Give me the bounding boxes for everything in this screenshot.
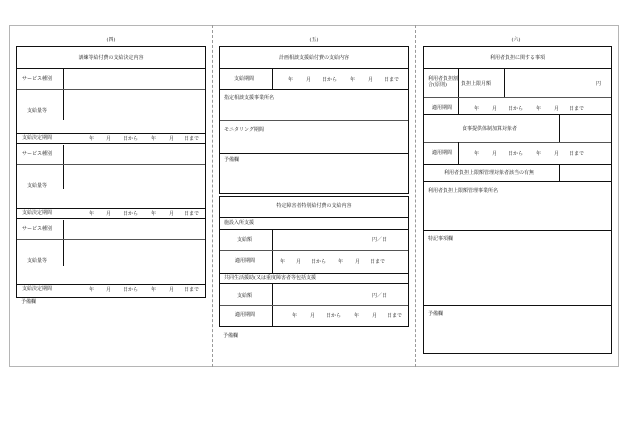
panel-header: 計画相談支援給付費の支給内容 xyxy=(278,55,349,61)
panel-special-benefit: 特定障害者特別給付費の支給内容 施設入所支援 支給額 円／日 適用期間 年 月 日から 年 月 日まで 共同生活援助(又は重度障害者等包括支援 支給額 円／日 適用期間 年 月 日から 年 月 日まで xyxy=(219,196,409,327)
remarks-label: 予備欄 xyxy=(224,157,240,163)
fold-line-2 xyxy=(415,25,416,367)
panel-plan-consultation: 計画相談支援給付費の支給内容 支給期間 年 月 日から 年 月 日まで 指定相談支援事業所名 モニタリング期間 予備欄 xyxy=(219,46,409,194)
applicable-period-label: 適用期間 xyxy=(235,258,256,264)
remarks-label-middle: 予備欄 xyxy=(223,333,239,339)
service-type-label-1: サービス種別 xyxy=(22,76,53,82)
remarks-label-right: 予備欄 xyxy=(428,311,444,317)
period-label: 支給期間 xyxy=(234,76,255,82)
monitoring-label: モニタリング期間 xyxy=(224,127,264,133)
meal-provision-label: 食事提供体制加算対象者 xyxy=(462,126,518,132)
facility-label: 施設入所支援 xyxy=(224,220,255,226)
panel-number-five: (五) xyxy=(309,37,319,43)
amount-label-2: 支給量等 xyxy=(27,183,48,189)
panel-number-six: (六) xyxy=(511,37,521,43)
cap-management-label: 利用者負担上限額管理対象者該当の有無 xyxy=(444,170,535,176)
applicable-period-label-2: 適用期間 xyxy=(235,312,256,318)
yen-unit: 円 xyxy=(596,81,602,87)
panel-user-burden: 利用者負担に関する事項 利用者負担割合(原則) 負担上限月額 円 適用期間 年 月 日から 年 月 日まで 食事提供体制加算対象者 適用期間 年 月 日から 年 月 日まで 利用者負担上限額管理対象者該当の有無 利用者負担上限額管理事業所名 特記事項欄 予備欄 xyxy=(423,46,612,354)
panel-benefit-decision: 訓練等給付費の支給決定内容 サービス種別 支給量等 支給決定期間 年 月 日から 年 月 日まで サービス種別 支給量等 支給決定期間 年 月 日から 年 月 日まで サービス種別 支給量等 支給決定期間 年 月 日から 年 月 日まで xyxy=(16,46,206,298)
special-header: 特定障害者特別給付費の支給内容 xyxy=(276,203,352,209)
panel-header: 利用者負担に関する事項 xyxy=(489,55,545,61)
per-day-unit-2: 円／日 xyxy=(372,293,388,299)
service-type-label-3: サービス種別 xyxy=(22,226,53,232)
period-label-3: 支給決定期間 xyxy=(22,286,53,292)
panel-header: 訓練等給付費の支給決定内容 xyxy=(78,55,144,61)
special-notes-label: 特記事項欄 xyxy=(428,236,454,242)
panel-number-four: (四) xyxy=(106,37,116,43)
amount-label-2: 支給額 xyxy=(237,293,253,299)
fold-line-1 xyxy=(212,25,213,367)
amount-label-1: 支給量等 xyxy=(27,108,48,114)
applicable-period-label-2: 適用期間 xyxy=(432,150,453,156)
amount-label: 支給額 xyxy=(237,237,253,243)
period-label-1: 支給決定期間 xyxy=(22,135,53,141)
period-label-2: 支給決定期間 xyxy=(22,210,53,216)
office-label: 指定相談支援事業所名 xyxy=(224,95,275,101)
monthly-cap-label: 負担上限月額 xyxy=(461,81,492,87)
applicable-period-label: 適用期間 xyxy=(432,105,453,111)
remarks-label-left: 予備欄 xyxy=(21,299,37,305)
ratio-label: 利用者負担割合(原則) xyxy=(428,76,459,88)
per-day-unit: 円／日 xyxy=(372,237,388,243)
service-type-label-2: サービス種別 xyxy=(22,151,53,157)
cap-office-label: 利用者負担上限額管理事業所名 xyxy=(428,188,499,194)
amount-label-3: 支給量等 xyxy=(27,258,48,264)
group-home-label: 共同生活援助(又は重度障害者等包括支援 xyxy=(224,275,316,281)
